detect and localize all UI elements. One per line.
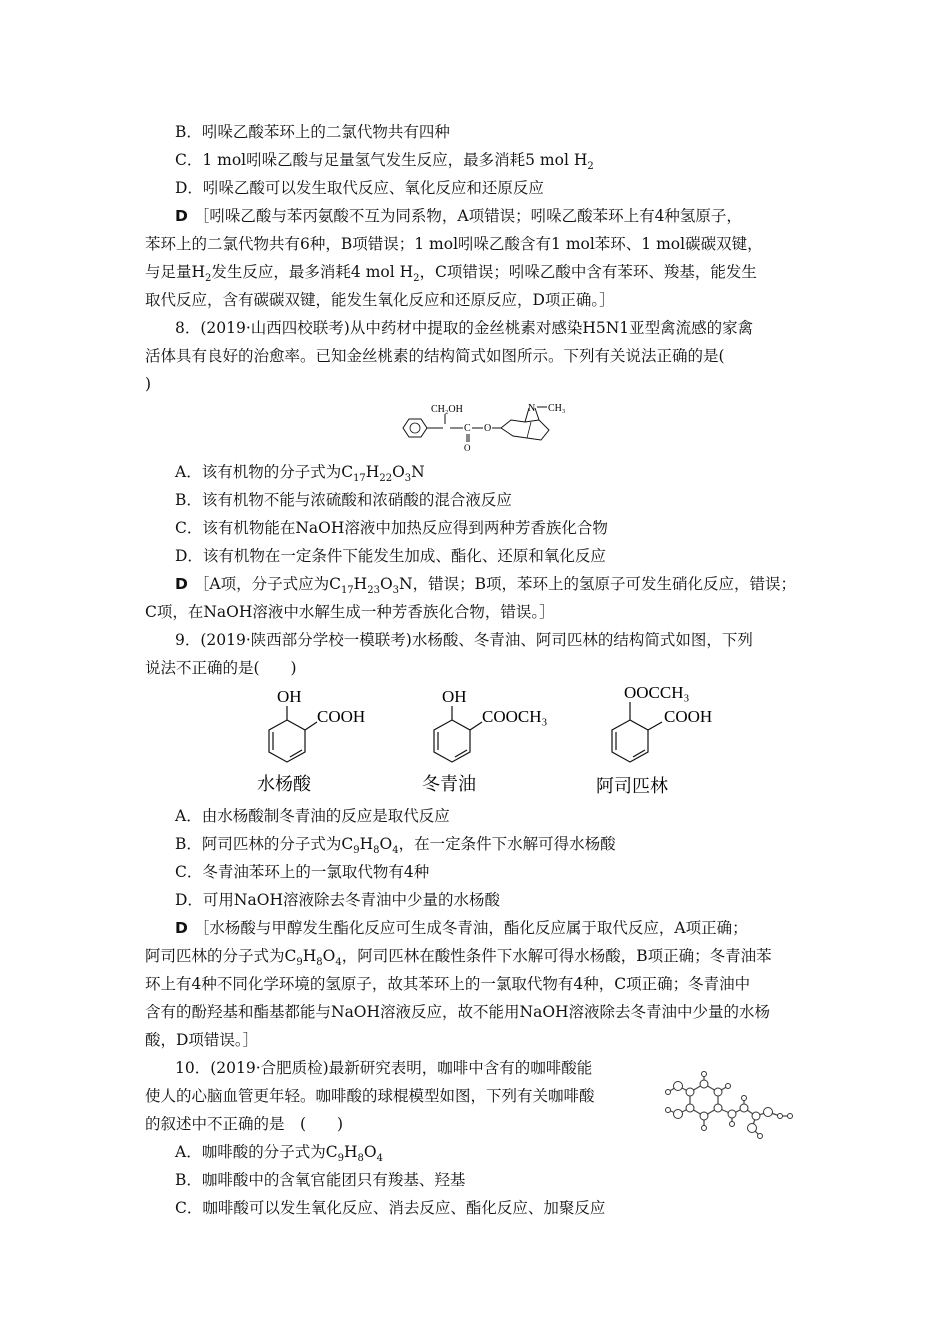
q10-stem-line1: 10．(2019·合肥质检)最新研究表明，咖啡中含有的咖啡酸能: [175, 1059, 593, 1077]
q9-option-c: C．冬青油苯环上的一氯取代物有4种: [175, 863, 430, 881]
q9-answer: D: [175, 919, 188, 937]
q7-answer: D: [175, 207, 188, 225]
q8-explanation-line2: C项，在NaOH溶液中水解生成一种芳香族化合物，错误。］: [145, 603, 555, 621]
q7-explanation-line4: 取代反应，含有碳碳双键，能发生氧化反应和还原反应，D项正确。］: [145, 291, 615, 309]
q7-option-b: B．吲哚乙酸苯环上的二氯代物共有四种: [175, 123, 450, 141]
q7-option-d: D．吲哚乙酸可以发生取代反应、氧化反应和还原反应: [175, 179, 544, 197]
methyl-label: CH₃: [548, 403, 566, 414]
q8-option-c: C．该有机物能在NaOH溶液中加热反应得到两种芳香族化合物: [175, 519, 608, 537]
q9-explanation-line4: 含有的酚羟基和酯基都能与NaOH溶液反应，故不能用NaOH溶液除去冬青油中少量的水杨: [145, 1003, 771, 1021]
wintergreen-oil-caption: 冬青油: [422, 774, 476, 795]
q8-option-d: D．该有机物在一定条件下能发生加成、酯化、还原和氧化反应: [175, 547, 606, 565]
q9-stem-line1: 9．(2019·陕西部分学校一模联考)水杨酸、冬青油、阿司匹林的结构简式如图，下列: [175, 631, 753, 649]
q10-stem-line3: 的叙述中不正确的是 ( ): [145, 1115, 344, 1133]
ester-o-label: O: [484, 423, 492, 434]
q7-option-c: C．1 mol吲哚乙酸与足量氢气发生反应，最多消耗5 mol $H_2$: [175, 151, 594, 173]
aspirin-oocch3-label: OOCCH₃: [624, 683, 690, 702]
salicylic-oh-label: OH: [277, 687, 302, 706]
q10-option-a: A．咖啡酸的分子式为$C_9H_8O_4$: [175, 1143, 383, 1165]
q8-option-a: A．该有机物的分子式为$C_{17}H_{22}O_3N$: [175, 463, 425, 485]
wintergreen-cooch3-label: COOCH₃: [482, 707, 548, 726]
q8-option-b: B．该有机物不能与浓硫酸和浓硝酸的混合液反应: [175, 491, 512, 509]
q8-explanation-line1: D ［A项，分子式应为$C_{17}H_{23}O_3N$，错误；B项，苯环上的氢原子可发生硝化反应，错误；: [175, 575, 796, 597]
q7-explanation-line2: 苯环上的二氯代物共有6种，B项错误；1 mol吲哚乙酸含有1 mol苯环、1 mol碳碳双键，: [145, 235, 763, 253]
q9-explanation-line2: 阿司匹林的分子式为$C_9H_8O_4$，阿司匹林在酸性条件下水解可得水杨酸，B项正确；冬青油苯: [145, 947, 772, 969]
carbonyl-o-label: O: [464, 443, 471, 453]
q7-explanation-line1: D ［吲哚乙酸与苯丙氨酸不互为同系物，A项错误；吲哚乙酸苯环上有4种氢原子，: [175, 207, 742, 225]
q9-explanation-line1: D ［水杨酸与甲醇发生酯化反应可生成冬青油，酯化反应属于取代反应，A项正确；: [175, 919, 748, 937]
q9-explanation-line3: 环上有4种不同化学环境的氢原子，故其苯环上的一氯取代物有4种，C项正确；冬青油中: [145, 975, 751, 993]
q8-stem-line3: ): [145, 375, 152, 393]
aspirin-structure: [590, 680, 750, 800]
salicylic-acid-caption: 水杨酸: [257, 774, 311, 795]
wintergreen-oh-label: OH: [442, 687, 467, 706]
ch2oh-label: CH₂OH: [431, 404, 463, 415]
q10-stem-line2: 使人的心脑血管更年轻。咖啡酸的球棍模型如图，下列有关咖啡酸: [145, 1087, 595, 1105]
q9-option-b: B．阿司匹林的分子式为$C_9H_8O_4$，在一定条件下水解可得水杨酸: [175, 835, 616, 857]
q10-option-b: B．咖啡酸中的含氧官能团只有羧基、羟基: [175, 1171, 466, 1189]
q9-option-a: A．由水杨酸制冬青油的反应是取代反应: [175, 807, 450, 825]
aspirin-cooh-label: COOH: [664, 707, 713, 726]
hypericin-structure: [395, 398, 595, 456]
amine-n-label: N: [528, 403, 536, 414]
q9-explanation-line5: 酸，D项错误。］: [145, 1031, 259, 1049]
q9-stem-line2: 说法不正确的是( ): [145, 659, 297, 677]
q8-stem-line2: 活体具有良好的治愈率。已知金丝桃素的结构简式如图所示。下列有关说法正确的是(: [145, 347, 725, 365]
carbonyl-c-label: C: [464, 423, 471, 434]
aspirin-caption: 阿司匹林: [596, 776, 668, 797]
q9-option-d: D．可用NaOH溶液除去冬青油中少量的水杨酸: [175, 891, 500, 909]
caffeic-acid-ball-stick-model: [660, 1070, 810, 1160]
q7-explanation-line3: 与足量$H_2$发生反应，最多消耗4 mol $H_2$，C项错误；吲哚乙酸中含有苯环、羧基，能发生: [145, 263, 757, 285]
wintergreen-oil-structure: [420, 684, 580, 800]
q10-option-c: C．咖啡酸可以发生氧化反应、消去反应、酯化反应、加聚反应: [175, 1199, 606, 1217]
q8-stem-line1: 8．(2019·山西四校联考)从中药材中提取的金丝桃素对感染H5N1亚型禽流感的家禽: [175, 319, 754, 337]
q8-answer: D: [175, 575, 188, 593]
salicylic-acid-structure: [255, 684, 395, 800]
salicylic-cooh-label: COOH: [317, 707, 366, 726]
